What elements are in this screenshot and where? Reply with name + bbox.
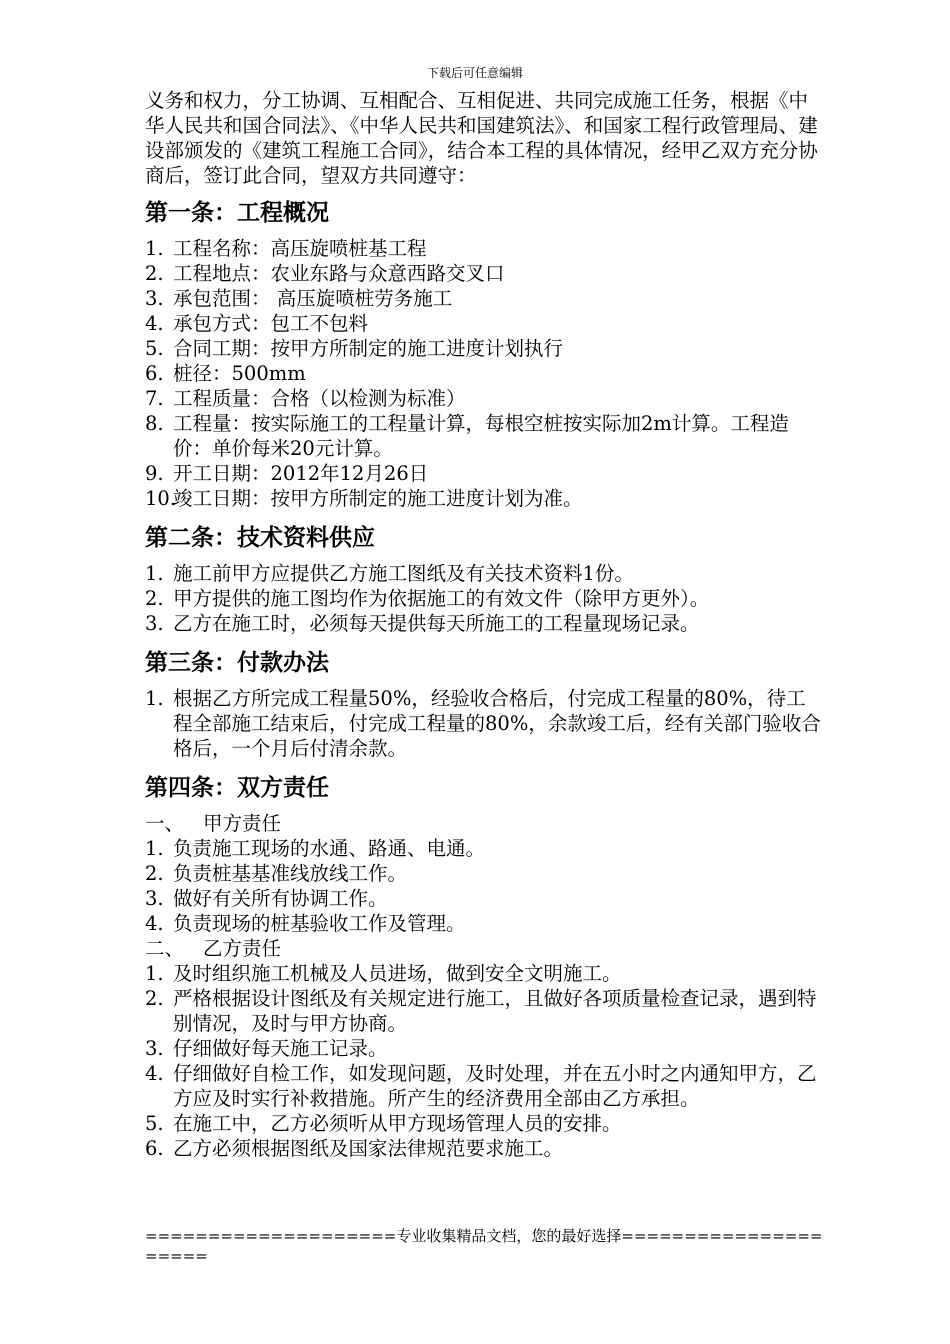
list-item-number: 2. xyxy=(145,987,164,1010)
list-item-number: 4. xyxy=(145,1062,164,1085)
list-item xyxy=(145,611,825,636)
party-b-label: 乙方责任 xyxy=(203,937,282,960)
section-3-list xyxy=(145,686,825,761)
list-item-number: 2. xyxy=(145,587,164,610)
list-item xyxy=(145,311,825,336)
list-item xyxy=(145,411,825,461)
list-item-text: 合同工期：按甲方所制定的施工进度计划执行 xyxy=(173,337,564,360)
list-item-number: 5. xyxy=(145,1112,164,1135)
section-1-list xyxy=(145,236,825,511)
list-item-text: 严格根据设计图纸及有关规定进行施工，且做好各项质量检查记录，遇到特别情况，及时与甲方协商。 xyxy=(173,987,817,1035)
list-item xyxy=(145,886,825,911)
list-item xyxy=(145,486,825,511)
section-4-title: 第四条：双方责任 xyxy=(145,774,329,801)
list-item-text: 甲方提供的施工图均作为依据施工的有效文件（除甲方更外）。 xyxy=(173,587,710,610)
list-item-number: 1. xyxy=(145,837,164,860)
list-item-number: 8. xyxy=(145,412,164,435)
list-item-number: 1. xyxy=(145,562,164,585)
party-a-list xyxy=(145,836,825,936)
list-item-number: 1. xyxy=(145,687,164,710)
page-footer: ====================专业收集精品文档，您的最好选择===================== xyxy=(145,1227,823,1265)
section-2-list xyxy=(145,561,825,636)
list-item xyxy=(145,1061,825,1111)
intro-paragraph: 义务和权力，分工协调、互相配合、互相促进、共同完成施工任务，根据《中华人民共和国合同法》、《中华人民共和国建筑法》、和国家工程行政管理局、建设部颁发的《建筑工程施工合同》，结合本工程的具体情况，经甲乙双方充分协商后，签订此合同，望双方共同遵守： xyxy=(145,89,818,187)
list-item-text: 及时组织施工机械及人员进场，做到安全文明施工。 xyxy=(173,962,622,985)
list-item-number: 4. xyxy=(145,312,164,335)
list-item xyxy=(145,236,825,261)
list-item-number: 5. xyxy=(145,337,164,360)
list-item-text: 乙方在施工时，必须每天提供每天所施工的工程量现场记录。 xyxy=(173,612,700,635)
list-item-text: 桩径：500mm xyxy=(173,362,306,385)
list-item-text: 工程量：按实际施工的工程量计算，每根空桩按实际加2m计算。工程造价：单价每米20元计算。 xyxy=(173,412,789,460)
section-3-title: 第三条：付款办法 xyxy=(145,649,329,676)
list-item-number: 6. xyxy=(145,1137,164,1160)
list-item-number: 6. xyxy=(145,362,164,385)
list-item-text: 工程质量：合格（以检测为标准） xyxy=(173,387,466,410)
party-b-number: 二、 xyxy=(145,937,185,960)
list-item xyxy=(145,1036,825,1061)
list-item xyxy=(145,561,825,586)
list-item xyxy=(145,961,825,986)
list-item-text: 负责施工现场的水通、路通、电通。 xyxy=(173,837,486,860)
list-item-number: 3. xyxy=(145,612,164,635)
list-item-text: 乙方必须根据图纸及国家法律规范要求施工。 xyxy=(173,1137,564,1160)
list-item-text: 承包范围： 高压旋喷桩劳务施工 xyxy=(173,287,453,310)
list-item-text: 仔细做好自检工作，如发现问题，及时处理，并在五小时之内通知甲方，乙方应及时实行补救措施。所产生的经济费用全部由乙方承担。 xyxy=(173,1062,817,1110)
document-body xyxy=(145,88,825,1161)
list-item-number: 3. xyxy=(145,1037,164,1060)
list-item-number: 1. xyxy=(145,962,164,985)
list-item-text: 竣工日期：按甲方所制定的施工进度计划为准。 xyxy=(173,487,583,510)
list-item-number: 3. xyxy=(145,887,164,910)
list-item-number: 7. xyxy=(145,387,164,410)
list-item-number: 4. xyxy=(145,912,164,935)
list-item-text: 在施工中，乙方必须听从甲方现场管理人员的安排。 xyxy=(173,1112,622,1135)
party-a-label: 甲方责任 xyxy=(203,812,282,835)
list-item-text: 工程地点：农业东路与众意西路交叉口 xyxy=(173,262,505,285)
list-item xyxy=(145,261,825,286)
list-item-text: 开工日期：2012年12月26日 xyxy=(173,462,429,485)
party-b-heading xyxy=(145,936,825,961)
list-item-text: 仔细做好每天施工记录。 xyxy=(173,1037,388,1060)
list-item xyxy=(145,361,825,386)
list-item xyxy=(145,836,825,861)
list-item-text: 负责桩基基准线放线工作。 xyxy=(173,862,408,885)
list-item-number: 2. xyxy=(145,262,164,285)
list-item xyxy=(145,461,825,486)
party-b-list xyxy=(145,961,825,1161)
list-item-number: 10. xyxy=(145,487,177,510)
list-item-number: 3. xyxy=(145,287,164,310)
list-item xyxy=(145,286,825,311)
list-item xyxy=(145,911,825,936)
list-item xyxy=(145,1136,825,1161)
page-header: 下载后可任意编辑 xyxy=(426,66,523,80)
list-item xyxy=(145,861,825,886)
list-item xyxy=(145,986,825,1036)
list-item xyxy=(145,686,825,761)
list-item xyxy=(145,586,825,611)
section-1-title: 第一条：工程概况 xyxy=(145,199,329,226)
list-item-text: 做好有关所有协调工作。 xyxy=(173,887,388,910)
list-item-text: 工程名称：高压旋喷桩基工程 xyxy=(173,237,427,260)
list-item xyxy=(145,386,825,411)
list-item-text: 根据乙方所完成工程量50%，经验收合格后，付完成工程量的80%，待工程全部施工结束后，付完成工程量的80%，余款竣工后，经有关部门验收合格后，一个月后付清余款。 xyxy=(173,687,821,760)
list-item xyxy=(145,1111,825,1136)
list-item-text: 承包方式：包工不包料 xyxy=(173,312,369,335)
list-item-text: 负责现场的桩基验收工作及管理。 xyxy=(173,912,466,935)
list-item xyxy=(145,336,825,361)
party-a-number: 一、 xyxy=(145,812,185,835)
list-item-number: 2. xyxy=(145,862,164,885)
list-item-number: 9. xyxy=(145,462,164,485)
party-a-heading xyxy=(145,811,825,836)
list-item-text: 施工前甲方应提供乙方施工图纸及有关技术资料1份。 xyxy=(173,562,634,585)
list-item-number: 1. xyxy=(145,237,164,260)
section-2-title: 第二条：技术资料供应 xyxy=(145,524,375,551)
